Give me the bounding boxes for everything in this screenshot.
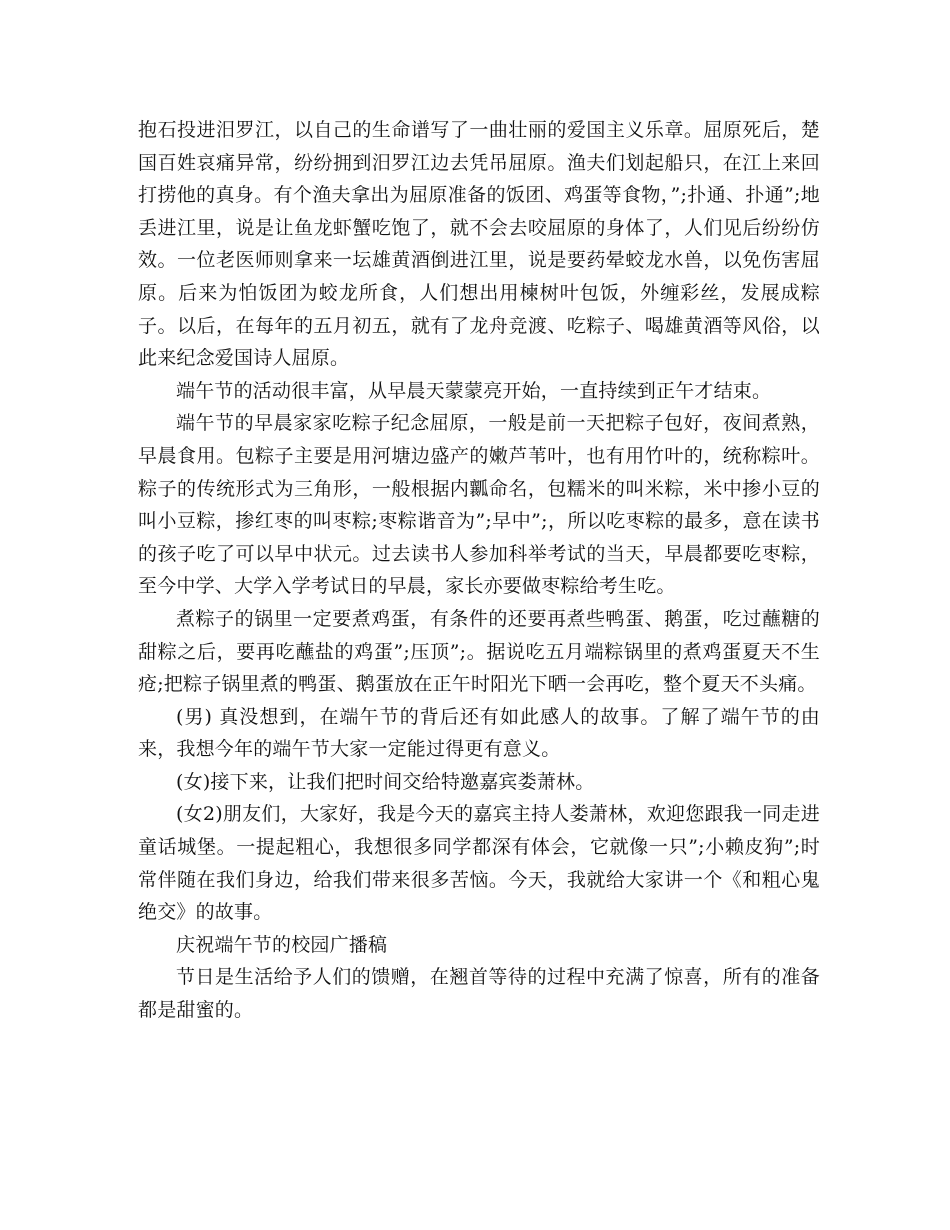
section-title: 庆祝端午节的校园广播稿 [176, 933, 388, 956]
paragraph-guest-host: (女2)朋友们，大家好，我是今天的嘉宾主持人娄萧林，欢迎您跟我一同走进童话城堡。一提起粗心，我想很多同学都深有体会，它就像一只”;小赖皮狗”;时常伴随在我们身边，给我们带来很多苦恼。今天，我就给大家讲一个《和粗心鬼绝交》的故事。 [138, 803, 820, 924]
paragraph-zongzi-morning: 端午节的早晨家家吃粽子纪念屈原，一般是前一天把粽子包好，夜间煮熟，早晨食用。包粽子主要是用河塘边盛产的嫩芦苇叶，也有用竹叶的，统称粽叶。粽子的传统形式为三角形，一般根据内瓤命名，包糯米的叫米粽，米中掺小豆的叫小豆粽，掺红枣的叫枣粽;枣粽谐音为”;早中”;，所以吃枣粽的最多，意在读书的孩子吃了可以早中状元。过去读书人参加科举考试的当天，早晨都要吃枣粽，至今中学、大学入学考试日的早晨，家长亦要做枣粽给考生吃。 [138, 412, 820, 598]
paragraph-male-host: (男) 真没想到，在端午节的背后还有如此感人的故事。了解了端午节的由来，我想今年的端午节大家一定能过得更有意义。 [138, 705, 820, 761]
paragraph-boiled-eggs: 煮粽子的锅里一定要煮鸡蛋，有条件的还要再煮些鸭蛋、鹅蛋，吃过蘸糖的甜粽之后，要再吃蘸盐的鸡蛋”;压顶”;。据说吃五月端粽锅里的煮鸡蛋夏天不生疮;把粽子锅里煮的鸭蛋、鹅蛋放在正午时阳光下晒一会再吃，整个夏天不头痛。 [138, 607, 820, 696]
paragraph-festival-gift: 节日是生活给予人们的馈赠，在翘首等待的过程中充满了惊喜，所有的准备都是甜蜜的。 [138, 966, 820, 1022]
paragraph-qu-yuan-legend: 抱石投进汨罗江，以自己的生命谱写了一曲壮丽的爱国主义乐章。屈原死后，楚国百姓哀痛异常，纷纷拥到汨罗江边去凭吊屈原。渔夫们划起船只，在江上来回打捞他的真身。有个渔夫拿出为屈原准备的饭团、鸡蛋等食物，”;扑通、扑通”;地丢进江里，说是让鱼龙虾蟹吃饱了，就不会去咬屈原的身体了，人们见后纷纷仿效。一位老医师则拿来一坛雄黄酒倒进江里，说是要药晕蛟龙水兽，以免伤害屈原。后来为怕饭团为蛟龙所食，人们想出用楝树叶包饭，外缠彩丝，发展成粽子。以后，在每年的五月初五，就有了龙舟竞渡、吃粽子、喝雄黄酒等风俗，以此来纪念爱国诗人屈原。 [138, 119, 820, 370]
paragraph-female-host: (女)接下来，让我们把时间交给特邀嘉宾娄萧林。 [176, 770, 595, 793]
paragraph-festival-activities: 端午节的活动很丰富，从早晨天蒙蒙亮开始，一直持续到正午才结束。 [176, 379, 772, 402]
document-body [138, 114, 820, 1027]
